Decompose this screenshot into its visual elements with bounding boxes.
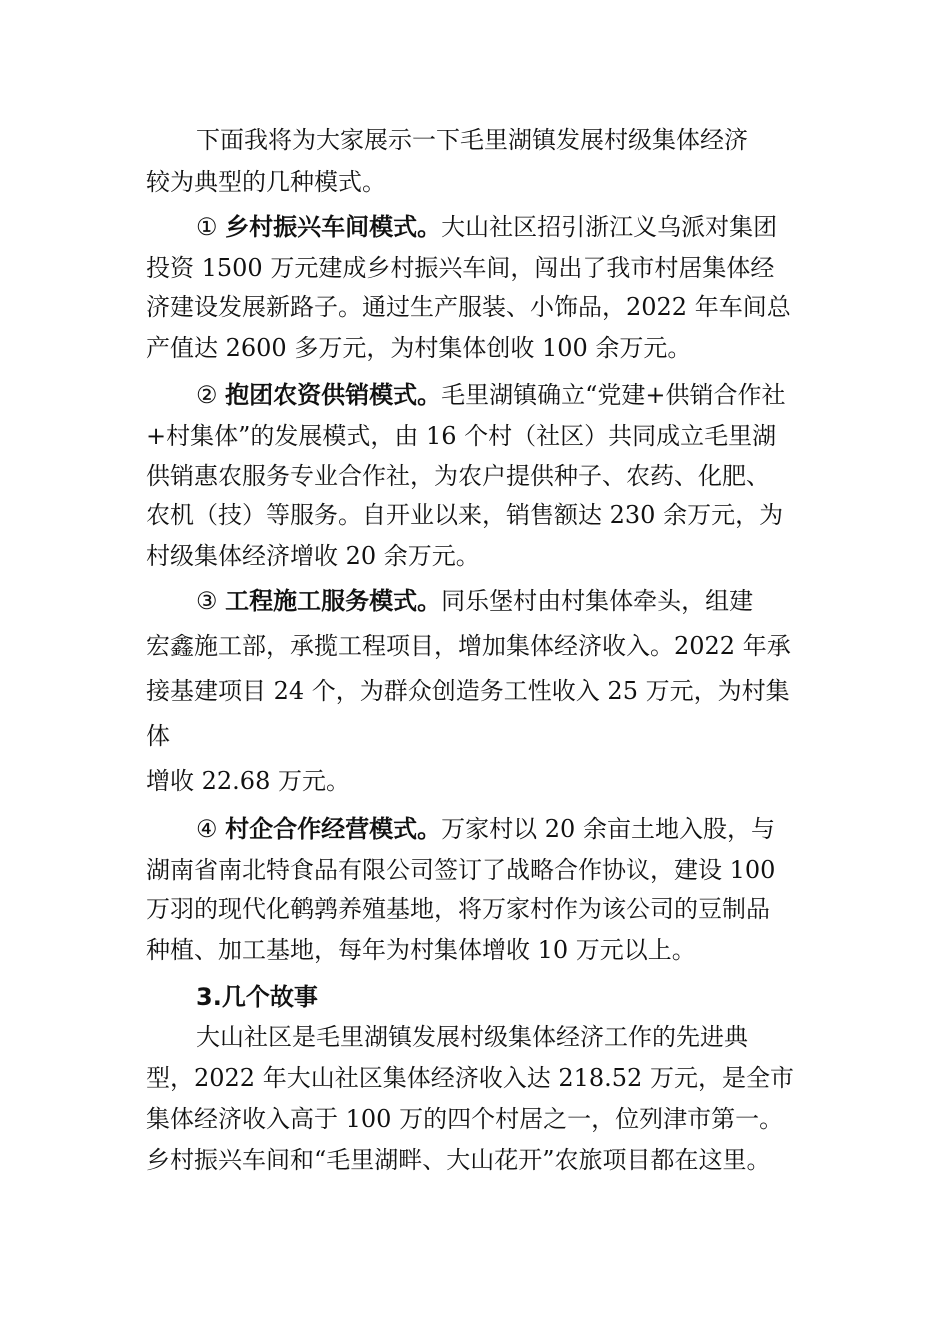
section-heading: 3.几个故事 (196, 983, 318, 1011)
mode3-heading: 工程施工服务模式。 (225, 587, 442, 615)
mode2-line-3: 供销惠农服务专业合作社，为农户提供种子、农药、化肥、 (146, 462, 770, 490)
mode3-line-3: 接基建项目 24 个，为群众创造务工性收入 25 万元，为村集 (146, 677, 790, 705)
mode4-heading: 村企合作经营模式。 (225, 815, 442, 843)
intro-line-1: 下面我将为大家展示一下毛里湖镇发展村级集体经济 (196, 126, 748, 154)
mode1-line-3: 济建设发展新路子。通过生产服装、小饰品，2022 年车间总 (146, 293, 791, 321)
mode1-line-1-text: 大山社区招引浙江义乌派对集团 (441, 213, 778, 241)
section3-line-3: 集体经济收入高于 100 万的四个村居之一，位列津市第一。 (146, 1105, 784, 1133)
mode2-line-1-text: 毛里湖镇确立“党建+供销合作社 (441, 381, 786, 409)
mode2-line-2: +村集体”的发展模式，由 16 个村（社区）共同成立毛里湖 (146, 422, 777, 450)
mode3-line-1 (196, 586, 816, 616)
intro-line-2: 较为典型的几种模式。 (146, 168, 386, 196)
mode2-marker: ② (196, 381, 218, 409)
mode3-line-2: 宏鑫施工部，承揽工程项目，增加集体经济收入。2022 年承 (146, 632, 791, 660)
mode2-heading: 抱团农资供销模式。 (225, 381, 442, 409)
mode3-line-1-text: 同乐堡村由村集体牵头，组建 (441, 587, 754, 615)
mode4-marker: ④ (196, 815, 218, 843)
mode2-line-1 (196, 380, 816, 410)
mode1-marker: ① (196, 213, 218, 241)
mode2-line-4: 农机（技）等服务。自开业以来，销售额达 230 余万元，为 (146, 501, 784, 529)
section3-line-1: 大山社区是毛里湖镇发展村级集体经济工作的先进典 (196, 1023, 748, 1051)
mode1-line-4: 产值达 2600 多万元，为村集体创收 100 余万元。 (146, 334, 692, 362)
mode3-marker: ③ (196, 587, 218, 615)
mode2-line-5: 村级集体经济增收 20 余万元。 (146, 542, 480, 570)
mode4-line-2: 湖南省南北特食品有限公司签订了战略合作协议，建设 100 (146, 856, 776, 884)
mode1-line-1 (196, 212, 816, 242)
mode1-line-2: 投资 1500 万元建成乡村振兴车间，闯出了我市村居集体经 (146, 254, 775, 282)
mode3-line-5: 增收 22.68 万元。 (146, 767, 350, 795)
mode4-line-3: 万羽的现代化鹌鹑养殖基地，将万家村作为该公司的豆制品 (146, 895, 770, 923)
mode1-heading: 乡村振兴车间模式。 (225, 213, 442, 241)
mode4-line-1-text: 万家村以 20 余亩土地入股，与 (441, 815, 775, 843)
section3-line-2: 型，2022 年大山社区集体经济收入达 218.52 万元，是全市 (146, 1064, 794, 1092)
mode4-line-4: 种植、加工基地，每年为村集体增收 10 万元以上。 (146, 936, 696, 964)
mode4-line-1 (196, 814, 816, 844)
section3-line-4: 乡村振兴车间和“毛里湖畔、大山花开”农旅项目都在这里。 (146, 1146, 771, 1174)
mode3-line-4: 体 (146, 722, 170, 750)
